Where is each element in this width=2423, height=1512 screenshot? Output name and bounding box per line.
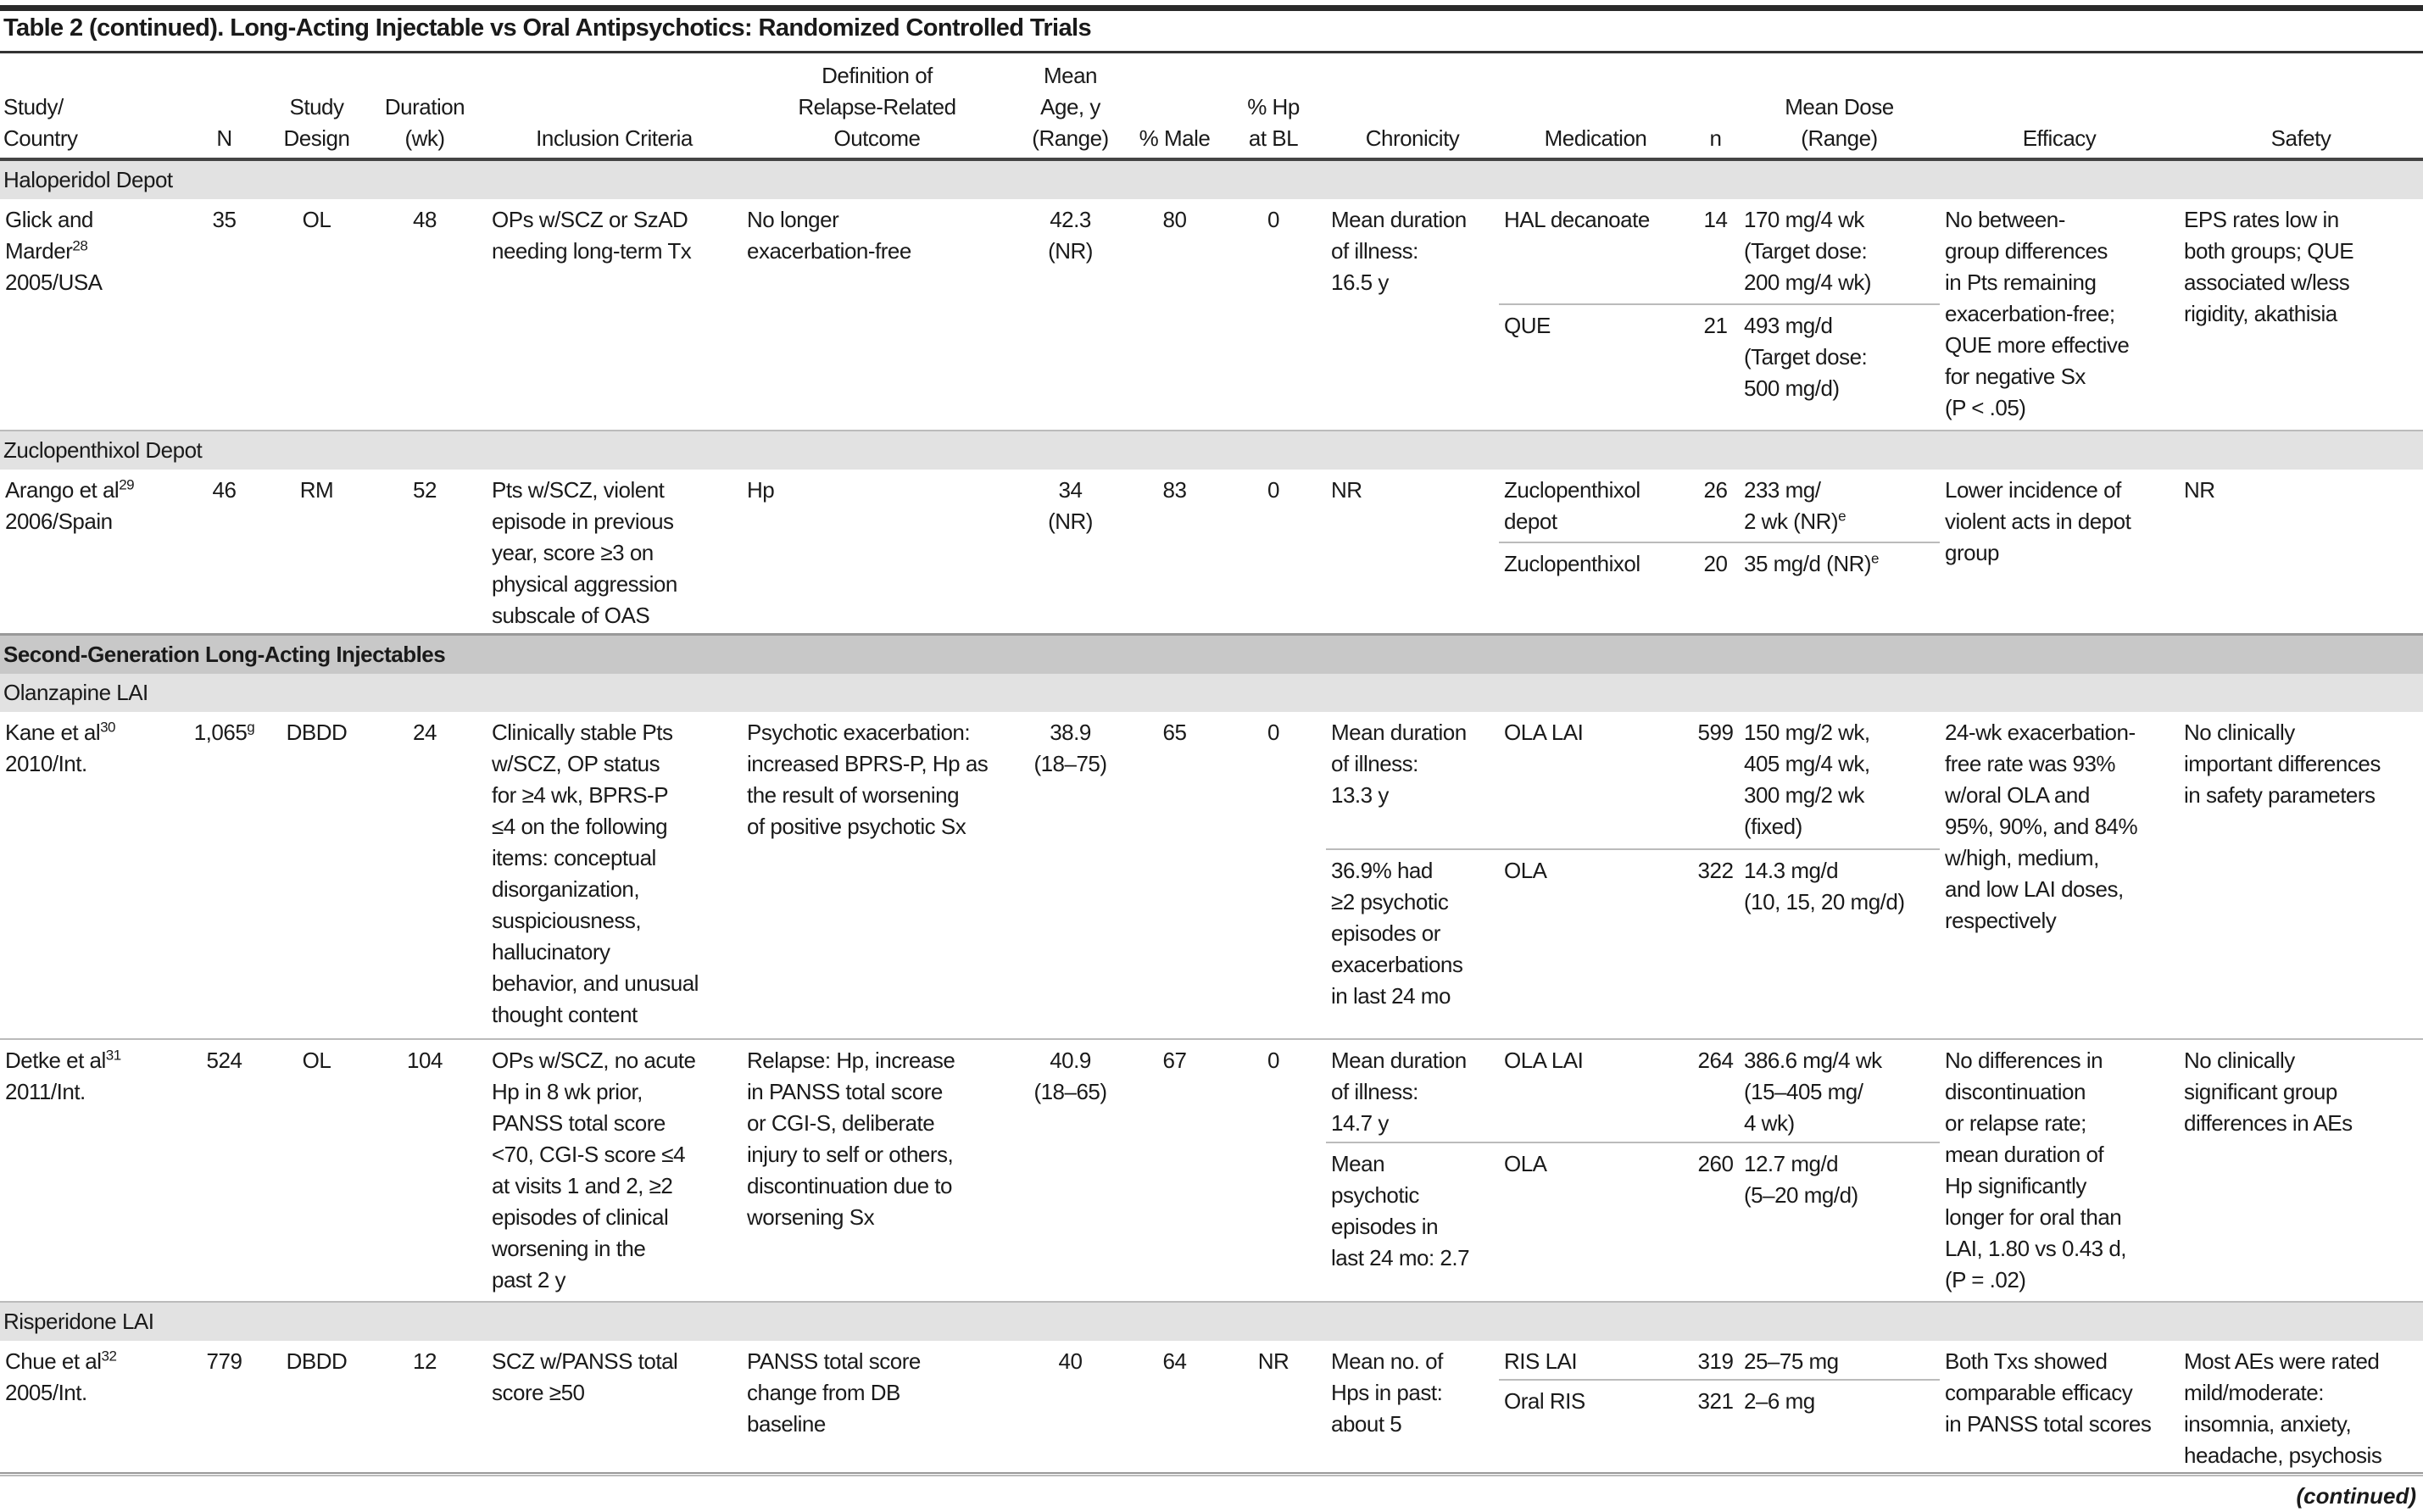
design-cell: DBDD xyxy=(286,719,348,745)
dose-cell xyxy=(1739,849,1940,1039)
efficacy-cell: 24-wk exacerbation- free rate was 93% w/oral OLA and 95%, 90%, and 84% w/high, medium, and low LAI doses, respectively xyxy=(1945,719,2138,933)
header-male: % Male xyxy=(1139,125,1211,151)
header-study: Study/ Country xyxy=(3,93,78,151)
rct-table xyxy=(0,51,2423,1476)
n-total-cell-text: 46 xyxy=(212,476,237,503)
footnote-ref: 28 xyxy=(72,236,88,253)
chronicity-cell: Mean psychotic episodes in last 24 mo: 2.7 xyxy=(1326,1142,1499,1302)
header-medication: Medication xyxy=(1544,125,1647,151)
dose-cell-text: 493 mg/d (Target dose: 500 mg/d) xyxy=(1744,312,1868,401)
dose-cell xyxy=(1739,199,1940,304)
group-row xyxy=(0,431,2423,470)
group-label: Risperidone LAI xyxy=(0,1302,2423,1341)
group-label: Zuclopenthixol Depot xyxy=(0,431,2423,470)
safety-cell: EPS rates low in both groups; QUE associated w/less rigidity, akathisia xyxy=(2184,206,2354,326)
medication-cell: QUE xyxy=(1499,304,1692,431)
hp-cell: 0 xyxy=(1267,1047,1279,1073)
n-arm-cell: 264 xyxy=(1697,1047,1734,1073)
n-total-cell xyxy=(178,1039,270,1302)
age-cell: 34 (NR) xyxy=(1048,476,1093,534)
dose-cell xyxy=(1739,470,1940,543)
medication-cell: OLA xyxy=(1499,1142,1692,1302)
n-arm-cell: 321 xyxy=(1692,1380,1739,1476)
efficacy-cell: No differences in discontinuation or relapse rate; mean duration of Hp significantly longer for oral than LAI, 1.80 vs 0.43 d, (P = .02) xyxy=(1945,1047,2127,1292)
age-cell: 38.9 (18–75) xyxy=(1033,719,1107,776)
study-cell xyxy=(0,1039,178,1302)
group-row xyxy=(0,159,2423,199)
medication-cell: OLA xyxy=(1499,849,1692,1039)
n-total-cell xyxy=(178,1341,270,1476)
group-row xyxy=(0,674,2423,712)
inclusion-cell: Pts w/SCZ, violent episode in previous year, score ≥3 on physical aggression subscale of OAS xyxy=(492,476,677,628)
dose-cell xyxy=(1739,542,1940,634)
medication-cell: Zuclopenthixol xyxy=(1499,542,1692,634)
study-cell-text: Glick and Marder xyxy=(5,206,93,264)
study-cell xyxy=(0,712,178,1039)
male-cell: 83 xyxy=(1162,476,1187,503)
medication-cell: RIS LAI xyxy=(1504,1348,1578,1374)
dose-cell xyxy=(1739,712,1940,849)
dose-cell xyxy=(1739,1341,1940,1380)
study-cell xyxy=(0,1341,178,1476)
table-body xyxy=(0,159,2423,1476)
n-total-cell-text: 779 xyxy=(206,1348,242,1374)
efficacy-cell: No between- group differences in Pts remaining exacerbation-free; QUE more effective for negative Sx (P < .05) xyxy=(1945,206,2130,420)
header-definition: Definition of Relapse-Related Outcome xyxy=(798,62,956,151)
male-cell: 80 xyxy=(1162,206,1187,232)
safety-cell: Most AEs were rated mild/moderate: insomnia, anxiety, headache, psychosis xyxy=(2184,1348,2382,1468)
n-arm-cell: 260 xyxy=(1692,1142,1739,1302)
inclusion-cell: SCZ w/PANSS total score ≥50 xyxy=(492,1348,678,1405)
study-row xyxy=(0,1039,2423,1142)
safety-cell: No clinically significant group differences in AEs xyxy=(2184,1047,2353,1136)
definition-cell: PANSS total score change from DB baseline xyxy=(747,1348,921,1437)
duration-cell: 24 xyxy=(413,719,437,745)
header-design: Study Design xyxy=(283,93,350,151)
header-age: Mean Age, y (Range) xyxy=(1032,62,1109,151)
age-cell: 40 xyxy=(1058,1348,1083,1374)
design-cell: OL xyxy=(302,1047,331,1073)
male-cell: 65 xyxy=(1162,719,1187,745)
chronicity-cell: 36.9% had ≥2 psychotic episodes or exacerbations in last 24 mo xyxy=(1326,849,1499,1039)
footnote-ref: g xyxy=(247,718,255,735)
hp-cell: 0 xyxy=(1267,206,1279,232)
dose-cell-text: 25–75 mg xyxy=(1744,1348,1839,1374)
n-arm-cell: 322 xyxy=(1692,849,1739,1039)
dose-cell-text: 150 mg/2 wk, 405 mg/4 wk, 300 mg/2 wk (fixed) xyxy=(1744,719,1870,839)
study-cell-year-country: 2005/Int. xyxy=(5,1379,87,1405)
chronicity-cell: Mean duration of illness: 14.7 y xyxy=(1331,1047,1467,1136)
header-n-arm: n xyxy=(1709,125,1722,151)
header-hp: % Hp at BL xyxy=(1247,93,1300,151)
dose-cell-text: 170 mg/4 wk (Target dose: 200 mg/4 wk) xyxy=(1744,206,1872,295)
dose-cell-text: 14.3 mg/d (10, 15, 20 mg/d) xyxy=(1744,857,1905,914)
study-cell-text: Kane et al xyxy=(5,719,101,745)
safety-cell: NR xyxy=(2184,476,2215,503)
medication-cell: Oral RIS xyxy=(1499,1380,1692,1476)
n-total-cell xyxy=(178,470,270,635)
group-row xyxy=(0,1302,2423,1341)
n-arm-cell: 26 xyxy=(1703,476,1728,503)
group-label: Haloperidol Depot xyxy=(0,159,2423,199)
study-cell xyxy=(0,470,178,635)
study-cell-text: Arango et al xyxy=(5,476,120,503)
age-cell: 40.9 (18–65) xyxy=(1033,1047,1107,1104)
inclusion-cell: OPs w/SCZ or SzAD needing long-term Tx xyxy=(492,206,692,264)
study-cell-text: Chue et al xyxy=(5,1348,102,1374)
header-efficacy: Efficacy xyxy=(2022,125,2097,151)
inclusion-cell: OPs w/SCZ, no acute Hp in 8 wk prior, PANSS total score <70, CGI-S score ≤4 at visits 1 and 2, ≥2 episodes of clinical worsening in the past 2 y xyxy=(492,1047,696,1292)
safety-cell: No clinically important differences in safety parameters xyxy=(2184,719,2381,808)
study-cell-year-country: 2005/USA xyxy=(5,269,103,295)
study-row xyxy=(0,470,2423,543)
efficacy-cell: Lower incidence of violent acts in depot group xyxy=(1945,476,2131,565)
dose-cell xyxy=(1739,304,1940,431)
n-arm-cell: 599 xyxy=(1697,719,1734,745)
age-cell: 42.3 (NR) xyxy=(1048,206,1093,264)
n-total-cell xyxy=(178,712,270,1039)
dose-cell xyxy=(1739,1380,1940,1476)
header-row xyxy=(0,53,2423,159)
inclusion-cell: Clinically stable Pts w/SCZ, OP status for ≥4 wk, BPRS-P ≤4 on the following items: conceptual disorganization, suspiciousness, hallucinatory behavior, and unusual thought content xyxy=(492,719,699,1027)
chronicity-cell: Mean duration of illness: 16.5 y xyxy=(1331,206,1467,295)
header-duration: Duration (wk) xyxy=(384,93,465,151)
footnote-ref: 30 xyxy=(100,718,116,735)
study-cell-text: Detke et al xyxy=(5,1047,106,1073)
table-title: Table 2 (continued). Long-Acting Injectable vs Oral Antipsychotics: Randomized Controlled Trials xyxy=(3,14,1091,42)
study-cell-year-country: 2011/Int. xyxy=(5,1078,86,1104)
duration-cell: 52 xyxy=(413,476,437,503)
hp-cell: NR xyxy=(1257,1348,1289,1374)
study-row xyxy=(0,199,2423,304)
chronicity-cell: Mean no. of Hps in past: about 5 xyxy=(1331,1348,1443,1437)
study-row xyxy=(0,1341,2423,1380)
n-total-cell xyxy=(178,199,270,431)
dose-cell-text: 386.6 mg/4 wk (15–405 mg/ 4 wk) xyxy=(1744,1047,1882,1136)
male-cell: 67 xyxy=(1162,1047,1187,1073)
study-row xyxy=(0,712,2423,849)
n-total-cell-text: 1,065 xyxy=(193,719,248,745)
dose-cell xyxy=(1739,1039,1940,1142)
dose-cell-text: 2–6 mg xyxy=(1744,1387,1815,1414)
hp-cell: 0 xyxy=(1267,476,1279,503)
n-arm-cell: 20 xyxy=(1692,542,1739,634)
section-label: Second-Generation Long-Acting Injectables xyxy=(0,634,2423,674)
medication-cell: Zuclopenthixol depot xyxy=(1504,476,1640,534)
dose-cell-text: 233 mg/ 2 wk (NR) xyxy=(1744,476,1839,534)
group-label: Olanzapine LAI xyxy=(0,674,2423,712)
design-cell: OL xyxy=(302,206,331,232)
medication-cell: OLA LAI xyxy=(1504,719,1584,745)
n-arm-cell: 14 xyxy=(1703,206,1728,232)
chronicity-cell: Mean duration of illness: 13.3 y xyxy=(1331,719,1467,808)
header-dose: Mean Dose (Range) xyxy=(1785,93,1894,151)
duration-cell: 12 xyxy=(413,1348,437,1374)
male-cell: 64 xyxy=(1162,1348,1187,1374)
design-cell: DBDD xyxy=(286,1348,348,1374)
efficacy-cell: Both Txs showed comparable efficacy in PANSS total scores xyxy=(1945,1348,2152,1437)
definition-cell: No longer exacerbation-free xyxy=(747,206,911,264)
hp-cell: 0 xyxy=(1267,719,1279,745)
n-arm-cell: 21 xyxy=(1692,304,1739,431)
duration-cell: 48 xyxy=(413,206,437,232)
footnote-ref: 31 xyxy=(105,1046,121,1063)
continued-label: (continued) xyxy=(2296,1483,2416,1509)
n-total-cell-text: 524 xyxy=(206,1047,242,1073)
duration-cell: 104 xyxy=(407,1047,443,1073)
chronicity-cell: NR xyxy=(1331,476,1362,503)
bottom-rule xyxy=(0,1472,2423,1474)
dose-cell xyxy=(1739,1142,1940,1302)
top-rule xyxy=(0,5,2423,11)
section-row xyxy=(0,634,2423,674)
dose-cell-text: 35 mg/d (NR) xyxy=(1744,551,1872,577)
medication-cell: HAL decanoate xyxy=(1504,206,1650,232)
footnote-ref: 32 xyxy=(101,1347,117,1364)
n-total-cell-text: 35 xyxy=(212,206,237,232)
n-arm-cell: 319 xyxy=(1697,1348,1734,1374)
definition-cell: Hp xyxy=(747,476,775,503)
footnote-ref: 29 xyxy=(119,475,135,492)
study-cell xyxy=(0,199,178,431)
footnote-ref: e xyxy=(1871,550,1880,567)
header-inclusion: Inclusion Criteria xyxy=(536,125,693,151)
header-chronicity: Chronicity xyxy=(1365,125,1460,151)
footnote-ref: e xyxy=(1838,507,1846,524)
dose-cell-text: 12.7 mg/d (5–20 mg/d) xyxy=(1744,1150,1858,1208)
medication-cell: OLA LAI xyxy=(1504,1047,1584,1073)
definition-cell: Psychotic exacerbation: increased BPRS-P, Hp as the result of worsening of positive psychotic Sx xyxy=(747,719,989,839)
study-cell-year-country: 2010/Int. xyxy=(5,750,87,776)
study-cell-year-country: 2006/Spain xyxy=(5,508,113,534)
definition-cell: Relapse: Hp, increase in PANSS total score or CGI-S, deliberate injury to self or others, discontinuation due to worsening Sx xyxy=(747,1047,955,1230)
header-safety: Safety xyxy=(2270,125,2331,151)
design-cell: RM xyxy=(299,476,334,503)
header-n-total: N xyxy=(216,125,232,151)
